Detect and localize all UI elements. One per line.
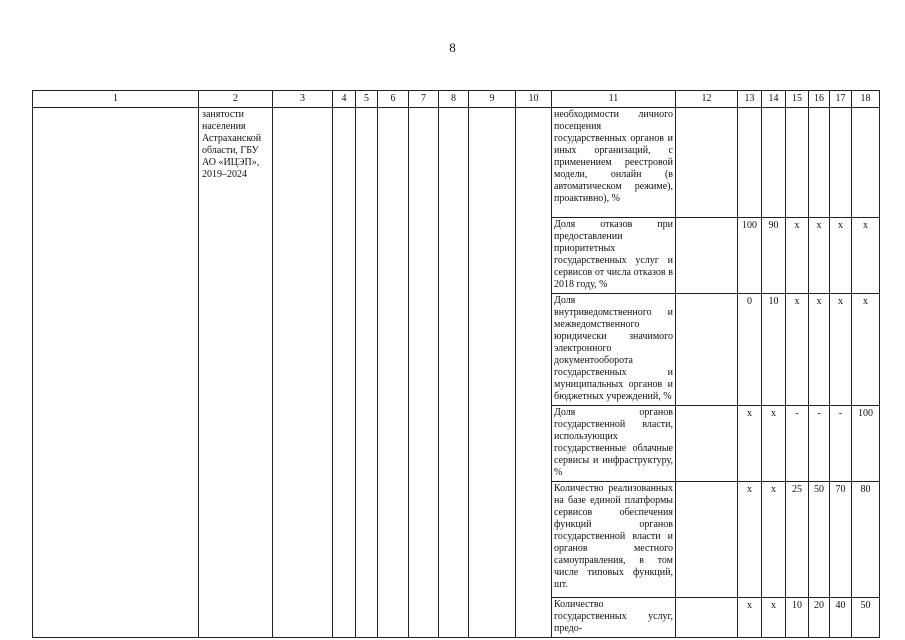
value-cell: - bbox=[786, 406, 809, 482]
value-cell: 90 bbox=[762, 218, 786, 294]
cell-col1 bbox=[33, 108, 199, 638]
header-cell: 4 bbox=[333, 91, 356, 108]
header-cell: 17 bbox=[830, 91, 852, 108]
value-cell bbox=[762, 108, 786, 218]
value-cell: 20 bbox=[809, 598, 830, 638]
value-cell: x bbox=[738, 598, 762, 638]
value-cell: - bbox=[809, 406, 830, 482]
indicator-cell: Доля органов государственной власти, использующих государственные облачные сервисы и инфраструктуру, % bbox=[552, 406, 676, 482]
cell-col8 bbox=[439, 108, 469, 638]
value-cell: 100 bbox=[738, 218, 762, 294]
header-cell: 1 bbox=[33, 91, 199, 108]
value-cell bbox=[830, 108, 852, 218]
value-cell: 80 bbox=[852, 482, 880, 598]
cell-col9 bbox=[469, 108, 516, 638]
cell-col6 bbox=[378, 108, 409, 638]
value-cell: x bbox=[852, 218, 880, 294]
indicator-cell: Количество государственных услуг, предо- bbox=[552, 598, 676, 638]
header-cell: 14 bbox=[762, 91, 786, 108]
header-cell: 11 bbox=[552, 91, 676, 108]
indicator-cell: необходимости личного посещения государственных органов и иных организаций, с применением реестровой модели, онлайн (в автоматическом режиме), проактивно), % bbox=[552, 108, 676, 218]
value-cell: x bbox=[830, 218, 852, 294]
value-cell: x bbox=[830, 294, 852, 406]
value-cell: 0 bbox=[738, 294, 762, 406]
value-cell: 25 bbox=[786, 482, 809, 598]
cell-col12 bbox=[676, 598, 738, 638]
value-cell: x bbox=[738, 482, 762, 598]
value-cell: x bbox=[738, 406, 762, 482]
cell-col5 bbox=[356, 108, 378, 638]
value-cell: 10 bbox=[762, 294, 786, 406]
indicator-cell: Количество реализованных на базе единой платформы сервисов обеспечения функций органов государственной власти и органов местного самоуправления, в том числе типовых функций, шт. bbox=[552, 482, 676, 598]
indicator-cell: Доля внутриведомственного и межведомственного юридически значимого электронного документооборота государственных и муниципальных органов и бюджетных учреждений, % bbox=[552, 294, 676, 406]
header-cell: 13 bbox=[738, 91, 762, 108]
cell-col10 bbox=[516, 108, 552, 638]
cell-col3 bbox=[273, 108, 333, 638]
value-cell bbox=[738, 108, 762, 218]
value-cell: x bbox=[809, 294, 830, 406]
cell-col12 bbox=[676, 108, 738, 218]
header-cell: 10 bbox=[516, 91, 552, 108]
value-cell bbox=[852, 108, 880, 218]
header-cell: 6 bbox=[378, 91, 409, 108]
value-cell: x bbox=[786, 218, 809, 294]
value-cell: x bbox=[762, 598, 786, 638]
value-cell: 100 bbox=[852, 406, 880, 482]
header-cell: 3 bbox=[273, 91, 333, 108]
value-cell: 40 bbox=[830, 598, 852, 638]
value-cell: x bbox=[762, 406, 786, 482]
header-cell: 15 bbox=[786, 91, 809, 108]
value-cell bbox=[809, 108, 830, 218]
cell-col12 bbox=[676, 218, 738, 294]
cell-col4 bbox=[333, 108, 356, 638]
indicator-cell: Доля отказов при предоставлении приоритетных государственных услуг и сервисов от числа отказов в 2018 году, % bbox=[552, 218, 676, 294]
value-cell: 70 bbox=[830, 482, 852, 598]
value-cell: x bbox=[852, 294, 880, 406]
header-cell: 9 bbox=[469, 91, 516, 108]
cell-col12 bbox=[676, 406, 738, 482]
value-cell: x bbox=[809, 218, 830, 294]
table-row bbox=[33, 108, 880, 218]
cell-col7 bbox=[409, 108, 439, 638]
cell-responsible: занятости населения Астраханской области, ГБУ АО «ИЦЭП», 2019–2024 bbox=[199, 108, 273, 638]
header-cell: 16 bbox=[809, 91, 830, 108]
value-cell: 50 bbox=[852, 598, 880, 638]
value-cell: x bbox=[786, 294, 809, 406]
header-cell: 2 bbox=[199, 91, 273, 108]
header-cell: 8 bbox=[439, 91, 469, 108]
header-cell: 12 bbox=[676, 91, 738, 108]
value-cell: - bbox=[830, 406, 852, 482]
cell-col12 bbox=[676, 294, 738, 406]
value-cell: x bbox=[762, 482, 786, 598]
header-cell: 5 bbox=[356, 91, 378, 108]
header-row bbox=[33, 91, 880, 108]
cell-col12 bbox=[676, 482, 738, 598]
header-cell: 7 bbox=[409, 91, 439, 108]
value-cell: 50 bbox=[809, 482, 830, 598]
value-cell: 10 bbox=[786, 598, 809, 638]
page-number: 8 bbox=[449, 40, 456, 55]
header-cell: 18 bbox=[852, 91, 880, 108]
data-table bbox=[32, 90, 880, 638]
value-cell bbox=[786, 108, 809, 218]
